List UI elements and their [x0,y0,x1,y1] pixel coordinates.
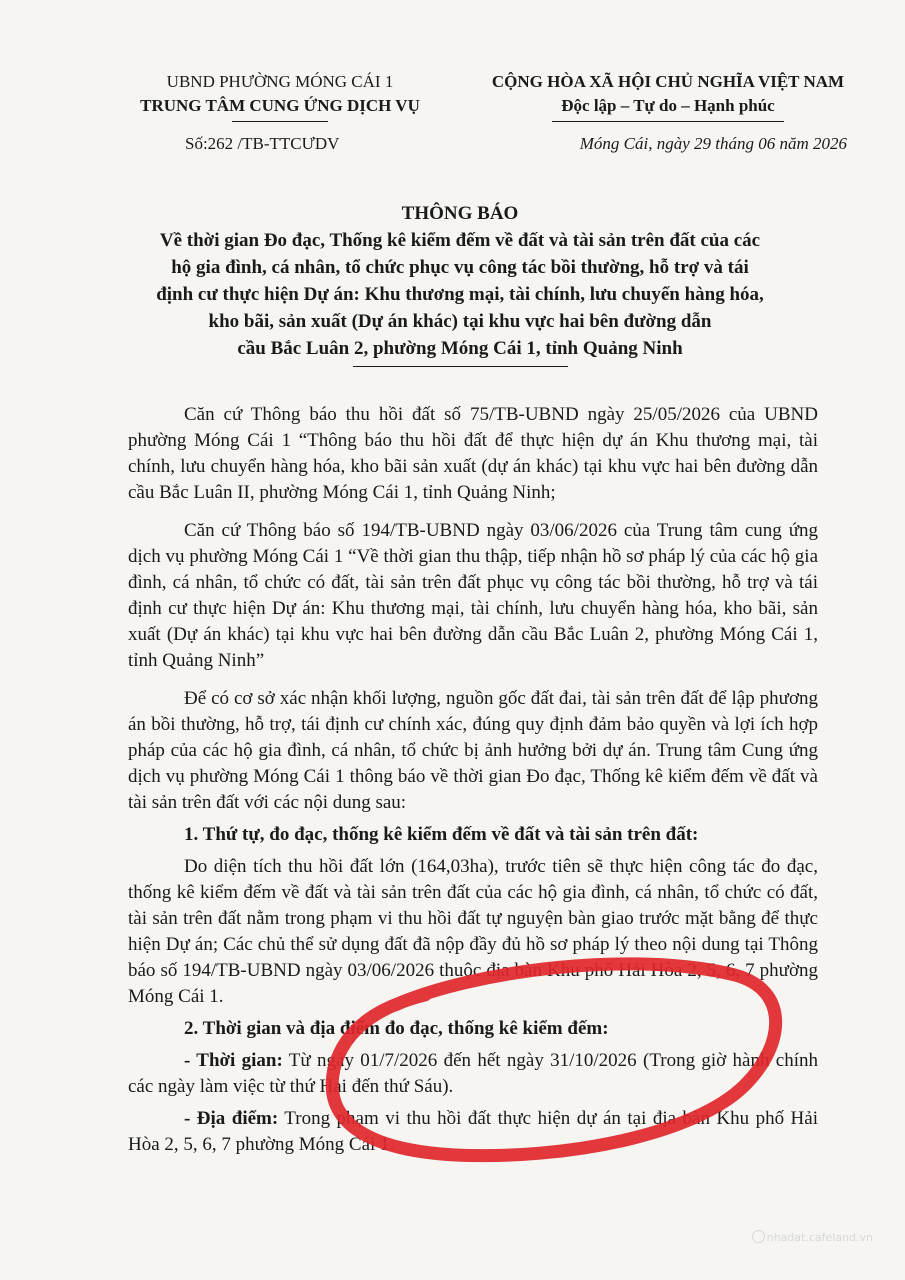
agency-parent-name: UBND PHƯỜNG MÓNG CÁI 1 [166,72,394,91]
time-text: Từ ngày 01/7/2026 đến hết ngày 31/10/2026 (Trong giờ hành chính các ngày làm việc từ thứ Hai đến thứ Sáu). [128,1050,818,1097]
title-heading: THÔNG BÁO [401,203,519,224]
title-line-1: Về thời gian Đo đạc, Thống kê kiểm đếm về đất và tài sản trên đất của các [159,230,761,251]
annotation-stroke [332,964,775,1156]
title-line-4: kho bãi, sản xuất (Dự án khác) tại khu vực hai bên đường dẫn [208,311,712,332]
document-title [100,200,820,367]
legal-basis-paragraph-1: Căn cứ Thông báo thu hồi đất số 75/TB-UBND ngày 25/05/2026 của UBND phường Móng Cái 1 “Thông báo thu hồi đất để thực hiện dự án Khu thương mại, tài chính, lưu chuyển hàng hóa, kho bãi sản xuất (dự án khác) tại khu vực hai bên đường dẫn cầu Bắc Luân II, phường Móng Cái 1, tỉnh Quảng Ninh; [128,404,818,503]
section-2-title: 2. Thời gian và địa điểm đo đạc, thống kê kiểm đếm: [184,1018,609,1039]
national-title: CỘNG HÒA XÃ HỘI CHỦ NGHĨA VIỆT NAM [491,72,845,91]
legal-basis-paragraph-2: Căn cứ Thông báo số 194/TB-UBND ngày 03/06/2026 của Trung tâm cung ứng dịch vụ phường Móng Cái 1 “Về thời gian thu thập, tiếp nhận hồ sơ pháp lý của các hộ gia đình, cá nhân, tổ chức có đất, tài sản trên đất phục vụ công tác bồi thường, hỗ trợ và tái định cư thực hiện Dự án: Khu thương mại, tài chính, lưu chuyển hàng hóa, kho bãi, sản xuất (Dự án khác) tại khu vực hai bên đường dẫn cầu Bắc Luân 2, phường Móng Cái 1, tỉnh Quảng Ninh” [128,520,818,671]
place-text: Trong phạm vi thu hồi đất thực hiện dự án tại địa bàn Khu phố Hải Hòa 2, 5, 6, 7 phường Móng Cái 1. [128,1108,818,1155]
title-line-3: định cư thực hiện Dự án: Khu thương mại, tài chính, lưu chuyển hàng hóa, [156,284,764,305]
title-line-2: hộ gia đình, cá nhân, tổ chức phục vụ công tác bồi thường, hỗ trợ và tái [171,257,749,278]
place-and-date: Móng Cái, ngày 29 tháng 06 năm 2026 [579,134,847,153]
national-motto: Độc lập – Tự do – Hạnh phúc [561,96,775,115]
place-label: - Địa điểm: [184,1108,279,1129]
agency-name: TRUNG TÂM CUNG ỨNG DỊCH VỤ [140,96,420,115]
agency-underline [232,121,328,122]
motto-underline [552,121,784,122]
purpose-paragraph: Để có cơ sở xác nhận khối lượng, nguồn gốc đất đai, tài sản trên đất để lập phương án bồi thường, hỗ trợ, tái định cư chính xác, đúng quy định đảm bảo quyền và lợi ích hợp pháp của các hộ gia đình, cá nhân, tổ chức bị ảnh hưởng bởi dự án. Trung tâm Cung ứng dịch vụ phường Móng Cái 1 thông báo về thời gian Đo đạc, Thống kê kiểm đếm về đất và tài sản trên đất với các nội dung sau: [128,688,818,813]
watermark-logo-icon [752,1230,765,1243]
issuing-agency-header [120,70,440,122]
watermark-text: nhadat.cafeland.vn [766,1231,873,1244]
title-underline [353,366,568,367]
site-watermark [752,1230,873,1244]
time-label: - Thời gian: [184,1050,283,1071]
title-line-5: cầu Bắc Luân 2, phường Móng Cái 1, tỉnh Quảng Ninh [237,338,683,359]
national-header [458,70,878,122]
document-number: Số:262 /TB-TTCƯDV [185,134,340,153]
section-1-title: 1. Thứ tự, đo đạc, thống kê kiểm đếm về đất và tài sản trên đất: [184,824,699,845]
section-1-text: Do diện tích thu hồi đất lớn (164,03ha), trước tiên sẽ thực hiện công tác đo đạc, thống kê kiểm đếm về đất và tài sản trên đất của các hộ gia đình, cá nhân, tổ chức có đất, tài sản trên đất nằm trong phạm vi thu hồi đất tự nguyện bàn giao trước mặt bằng để thực hiện Dự án; Các chủ thể sử dụng đất đã nộp đầy đủ hồ sơ pháp lý theo nội dung tại Thông báo số 194/TB-UBND ngày 03/06/2026 thuộc địa bàn Khu phố Hải Hòa 2, 5, 6, 7 phường Móng Cái 1. [128,856,818,1007]
red-hand-drawn-circle-annotation [305,945,795,1175]
